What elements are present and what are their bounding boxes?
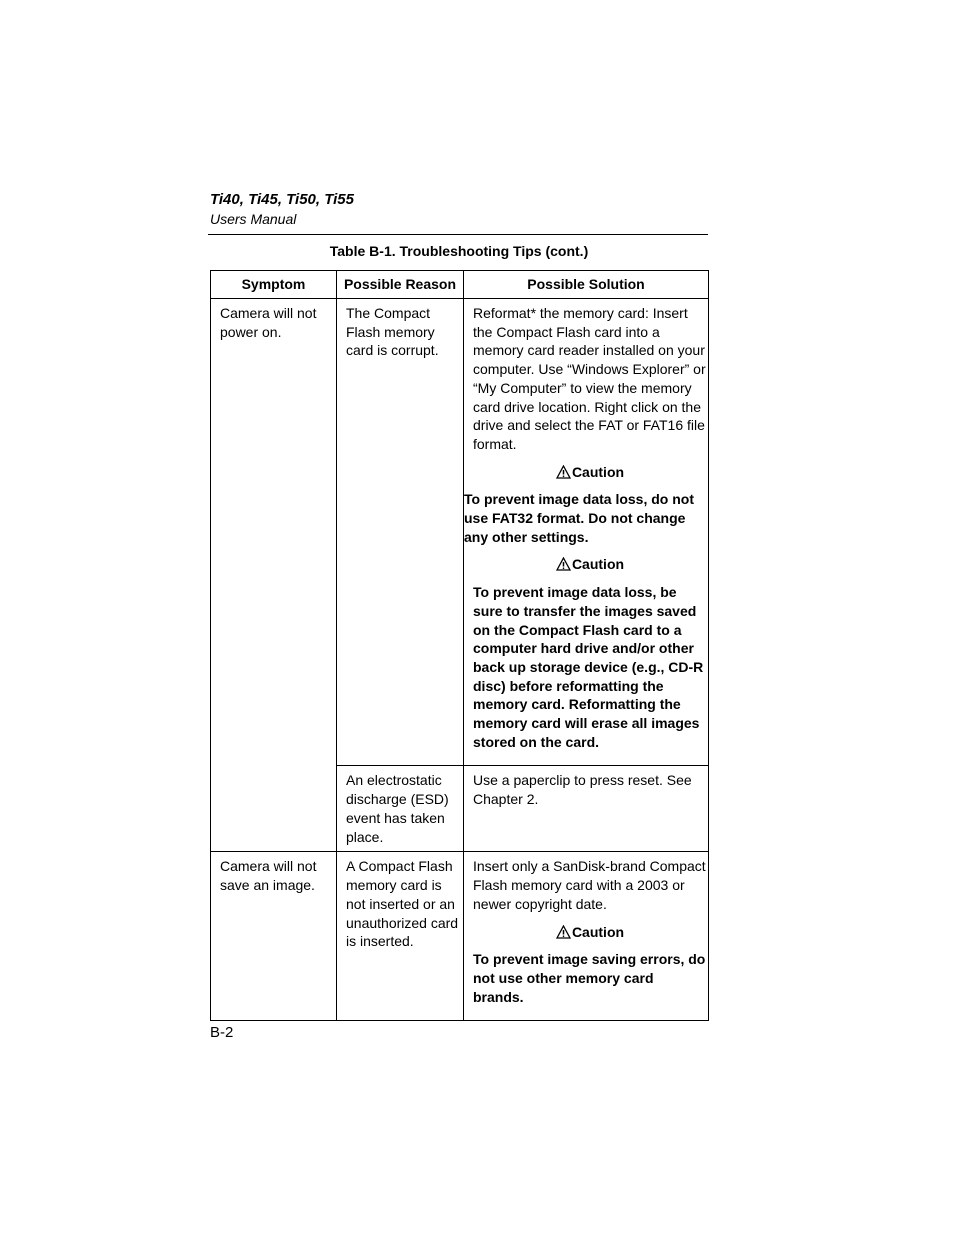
solution-cell: [464, 852, 709, 1021]
caution-label: Caution: [571, 556, 625, 573]
reason-cell: [337, 766, 464, 852]
symptom-cell: [211, 852, 337, 1021]
caution-heading: [473, 923, 707, 942]
column-header-solution: Possible Solution: [464, 271, 709, 299]
symptom-cell: [211, 299, 337, 852]
solution-cell: [464, 299, 709, 766]
reason-cell: [337, 852, 464, 1021]
warning-triangle-icon: [556, 925, 571, 939]
symptom-text: Camera will not power on.: [220, 305, 317, 340]
table-row: [211, 852, 709, 1021]
header-rule: [208, 234, 708, 235]
reason-text: The Compact Flash memory card is corrupt.: [346, 305, 439, 359]
solution-text: Use a paperclip to press reset. See Chapter 2.: [473, 772, 692, 808]
caution-heading: [473, 555, 707, 574]
caution-text: To prevent image data loss, do not use FAT32 format. Do not change any other settings.: [464, 491, 694, 545]
reason-cell: [337, 299, 464, 766]
table-header-row: [211, 271, 709, 299]
reason-text: A Compact Flash memory card is not inserted or an unauthorized card is inserted.: [346, 858, 459, 950]
warning-triangle-icon: [556, 557, 571, 571]
caution-label: Caution: [571, 923, 625, 940]
solution-text: Reformat* the memory card: Insert the Compact Flash card into a memory card reader installed on your computer. Use “Windows Explorer” or “My Computer” to view the memory card drive location. Right click on the drive and select the FAT or FAT16 file format.: [473, 305, 706, 452]
caution-text: To prevent image data loss, be sure to transfer the images saved on the Compact Flash card to a computer hard drive and/or other back up storage device (e.g., CD-R disc) before reformatting the memory card. Reformatting the memory card will erase all images stored on the card.: [473, 584, 704, 750]
troubleshooting-table: [210, 270, 709, 1021]
caution-label: Caution: [571, 463, 625, 480]
solution-text: Insert only a SanDisk-brand Compact Flash memory card with a 2003 or newer copyright date.: [473, 858, 706, 912]
column-header-symptom: Symptom: [211, 271, 337, 299]
solution-cell: [464, 766, 709, 852]
page-number: B-2: [210, 1024, 234, 1041]
caution-text: To prevent image saving errors, do not use other memory card brands.: [473, 951, 706, 1005]
table-caption: Table B-1. Troubleshooting Tips (cont.): [329, 243, 589, 259]
table-row: [211, 299, 709, 766]
warning-triangle-icon: [556, 465, 571, 479]
column-header-reason: Possible Reason: [337, 271, 464, 299]
caution-heading: [473, 463, 707, 482]
manual-subtitle: Users Manual: [210, 211, 297, 227]
reason-text: An electrostatic discharge (ESD) event has taken place.: [346, 772, 449, 845]
manual-model-title: Ti40, Ti45, Ti50, Ti55: [210, 191, 354, 208]
symptom-text: Camera will not save an image.: [220, 858, 317, 894]
